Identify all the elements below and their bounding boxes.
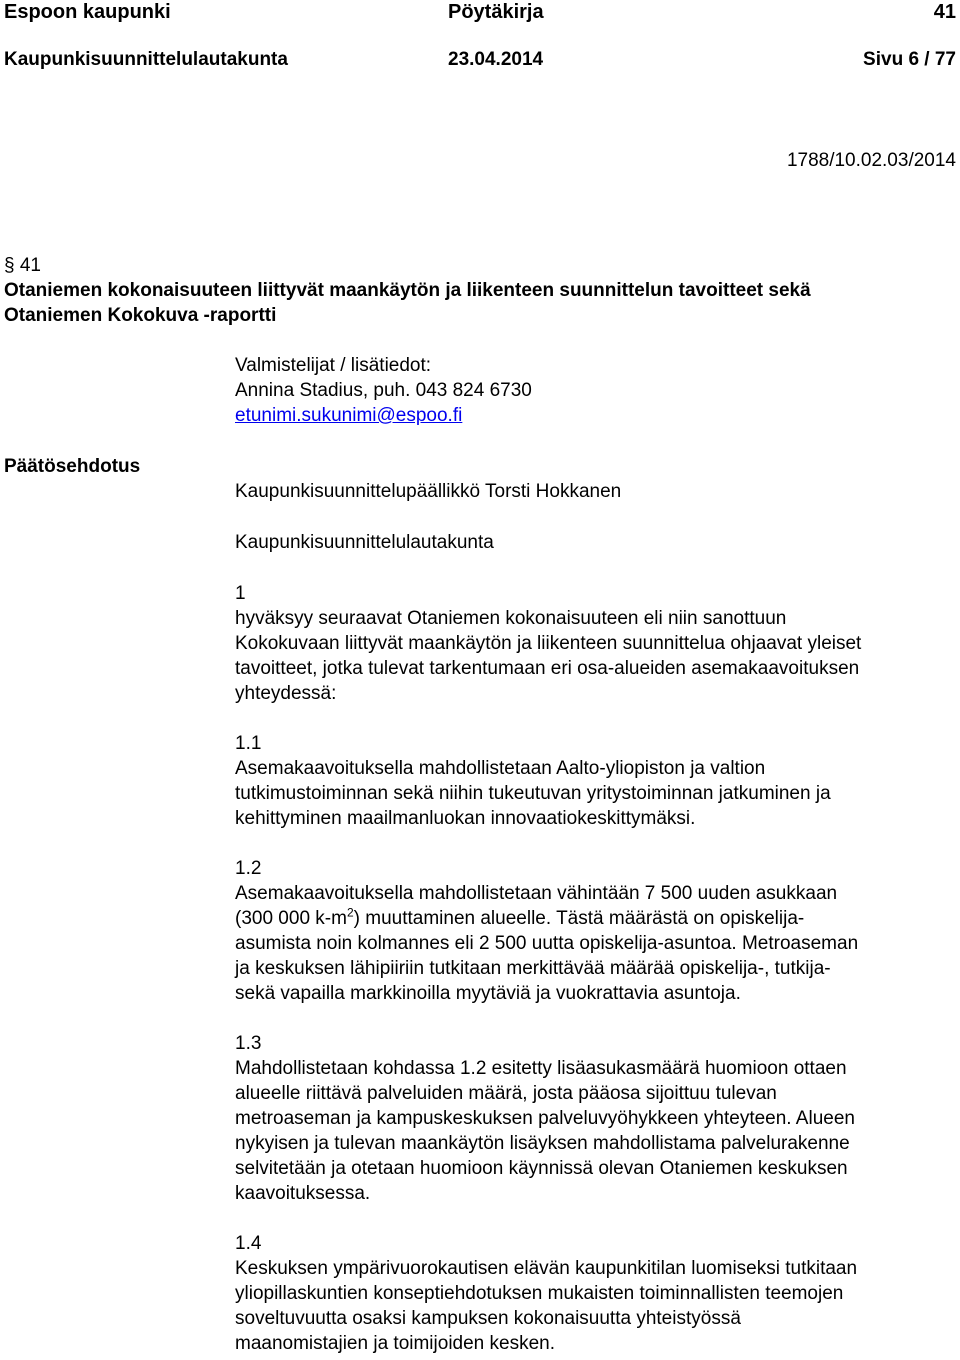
item-1-4-line: maanomistajien ja toimijoiden kesken. <box>235 1333 555 1354</box>
item-1-2-line: Asemakaavoituksella mahdollistetaan vähintään 7 500 uuden asukkaan <box>235 883 838 904</box>
proposer: Kaupunkisuunnittelupäällikkö Torsti Hokkanen <box>235 481 622 502</box>
item-1-4-line: Keskuksen ympärivuorokautisen elävän kaupunkitilan luomiseksi tutkitaan <box>235 1258 858 1279</box>
item-1-line: tavoitteet, jotka tulevat tarkentumaan eri osa-alueiden asemakaavoituksen <box>235 658 860 679</box>
item-1-3-line: kaavoituksessa. <box>235 1183 371 1204</box>
item-1-2-line: asumista noin kolmannes eli 2 500 uutta opiskelija-asuntoa. Metroaseman <box>235 933 859 954</box>
item-1-1-number: 1.1 <box>235 733 262 754</box>
item-1-4-line: soveltuvuutta osaksi kampuksen kokonaisuutta yhteistyössä <box>235 1308 741 1329</box>
item-1-4-number: 1.4 <box>235 1233 262 1254</box>
item-1-4-line: yliopillaskuntien konseptiehdotuksen mukaisten toiminnallisten teemojen <box>235 1283 844 1304</box>
item-1-3-line: metroaseman ja kampuskeskuksen palveluvyöhykkeen yhteyteen. Alueen <box>235 1108 855 1129</box>
item-1-2-number: 1.2 <box>235 858 262 879</box>
section-symbol: § <box>4 255 15 276</box>
committee-name: Kaupunkisuunnittelulautakunta <box>4 49 288 70</box>
item-1-line: Kokokuvaan liittyvät maankäytön ja liikenteen suunnittelua ohjaavat yleiset <box>235 633 862 654</box>
item-1-2-line-with-sup <box>235 906 957 931</box>
item-1-2-line: ja keskuksen lähipiiriin tutkitaan merkittävää määrää opiskelija-, tutkija- <box>235 958 831 979</box>
page-number: Sivu 6 / 77 <box>863 49 956 70</box>
preparers-label: Valmistelijat / lisätiedot: <box>235 355 432 376</box>
section-number: 41 <box>19 255 41 276</box>
item-1-1-line: tutkimustoiminnan sekä niihin tukeutuvan yritystoiminnan jatkuminen ja <box>235 783 831 804</box>
section-title-line-1: Otaniemen kokonaisuuteen liittyvät maankäytön ja liikenteen suunnittelun tavoitteet sekä <box>4 280 811 301</box>
item-1-3-line: Mahdollistetaan kohdassa 1.2 esitetty lisäasukasmäärä huomioon ottaen <box>235 1058 847 1079</box>
item-1-3-number: 1.3 <box>235 1033 262 1054</box>
preparers-block <box>235 353 532 428</box>
email-link[interactable]: etunimi.sukunimi@espoo.fi <box>235 405 463 426</box>
item-1-1-line: kehittyminen maailmanluokan innovaatiokeskittymäksi. <box>235 808 696 829</box>
meeting-date: 23.04.2014 <box>448 49 544 70</box>
item-1-number: 1 <box>235 583 246 604</box>
header-row-1 <box>4 0 956 25</box>
organization-name: Espoon kaupunki <box>4 1 171 23</box>
item-1-line: yhteydessä: <box>235 683 337 704</box>
item-1-2-superscript: 2 <box>346 905 354 920</box>
proposal-body <box>235 479 957 1356</box>
item-1-2-text-post: ) muuttaminen alueelle. Tästä määrästä on opiskelija- <box>353 908 805 929</box>
paragraph-number: 41 <box>933 1 956 23</box>
item-1-2-text-pre: (300 000 k-m <box>235 908 347 929</box>
item-1-3-line: alueelle riittävä palveluiden määrä, josta pääosa sijoittuu tulevan <box>235 1083 777 1104</box>
section-title-line-2: Otaniemen Kokokuva -raportti <box>4 305 277 326</box>
document-type: Pöytäkirja <box>448 1 544 23</box>
item-1-1-line: Asemakaavoituksella mahdollistetaan Aalto-yliopiston ja valtion <box>235 758 766 779</box>
item-1-3-line: selvitetään ja otetaan huomioon käynnissä olevan Otaniemen keskuksen <box>235 1158 848 1179</box>
item-1-line: hyväksyy seuraavat Otaniemen kokonaisuuteen eli niin sanottuun <box>235 608 787 629</box>
record-id: 1788/10.02.03/2014 <box>786 150 956 171</box>
item-1-3-line: nykyisen ja tulevan maankäytön lisäyksen mahdollistama palvelurakenne <box>235 1133 850 1154</box>
item-1-2-line: sekä vapailla markkinoilla myytäviä ja vuokrattavia asuntoja. <box>235 983 741 1004</box>
header-row-2 <box>4 47 956 72</box>
deciding-body: Kaupunkisuunnittelulautakunta <box>235 532 494 553</box>
preparer-contact: Annina Stadius, puh. 043 824 6730 <box>235 380 532 401</box>
proposal-side-label: Päätösehdotus <box>4 456 141 477</box>
section-heading <box>4 253 944 328</box>
